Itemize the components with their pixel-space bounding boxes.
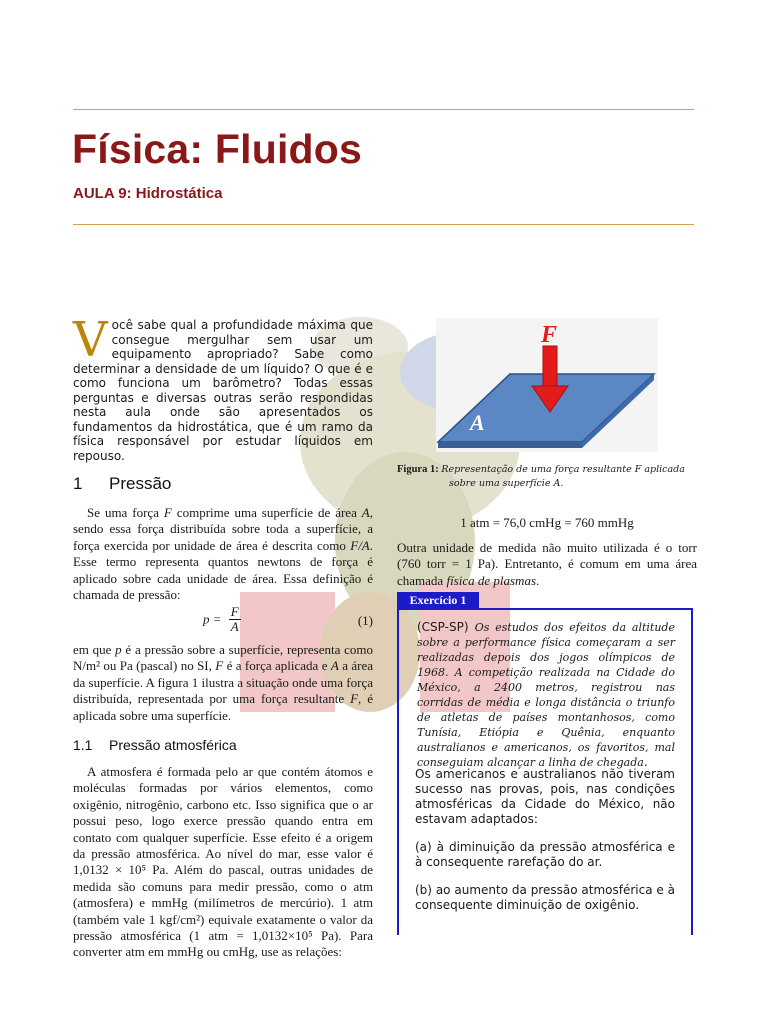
text-run: .	[643, 755, 648, 769]
section-title: Pressão	[109, 474, 172, 493]
caption-label: Figura 1:	[397, 464, 439, 475]
text-run: . Esse termo representa quantos newtons de força é aplicado sobre cada unidade de área. Essa definição é chamada de pressão:	[73, 537, 373, 603]
exercise-statement	[417, 620, 675, 770]
exercise-option-a: (a) à diminuição da pressão atmosférica e à consequente rarefação do ar.	[415, 840, 675, 869]
text-run: comprime uma superfície de área	[171, 505, 362, 520]
pressure-definition-paragraph	[73, 505, 373, 603]
force-arrow-shaft	[543, 346, 557, 388]
symbol-A: A	[330, 658, 339, 674]
surface-plate-front	[438, 442, 582, 448]
section-title: Pressão atmosférica	[109, 737, 237, 753]
equation-fraction	[229, 605, 241, 634]
exercise-source: (CSP-SP)	[417, 620, 469, 634]
symbol-F-over-A: F/A	[350, 537, 370, 553]
header-rule-top	[73, 109, 694, 110]
exercise-question: Os americanos e australianos não tiveram sucesso nas provas, pois, nas condições atmosféricas da Cidade do México, não estavam adaptados:	[415, 767, 675, 826]
symbol-F: F	[215, 658, 224, 674]
text-run: é a pressão sobre a superfície, representa como N/m² ou Pa (pascal) no SI,	[73, 642, 373, 674]
equation-number: (1)	[357, 613, 373, 628]
force-on-surface-figure	[436, 318, 658, 452]
text-run: a área da superfície. A figura 1 ilustra a situação onde uma força distribuída, representada por uma força resultante	[73, 658, 373, 707]
atm-conversion-equation: 1 atm = 76,0 cmHg = 760 mmHg	[460, 515, 634, 530]
header-rule-bottom	[73, 224, 694, 225]
page-title: Física: Fluidos	[72, 126, 363, 172]
pressure-equation	[73, 603, 373, 637]
text-run: , é aplicada sobre uma superfície.	[73, 691, 373, 723]
atmospheric-pressure-paragraph: A atmosfera é formada pelo ar que contém átomos e moléculas formadas por vários elementos, como oxigênio, nitrogênio, carbono etc. Isso significa que o ar possui peso, logo exerce pressão quando entra em contato com qualquer superfície. Esse efeito é a origem da pressão atmosférica. Ao nível do mar, esse valor é 1,0132 × 10⁵ Pa. Além do pascal, outras unidades de medida são comuns para medir pressão, como o atm (atmosfera) e mmHg (milímetros de mercúrio). 1 atm (também vale 1 kgf/cm²) equivale exatamente o valor da pressão atmosférica (1 atm = 1,0132×10⁵ Pa). Para converter atm em mmHg ou cmHg, use as relações:	[73, 764, 373, 960]
equation-denominator: A	[230, 619, 239, 634]
intro-dropcap: V	[73, 312, 108, 368]
text-run: , sendo essa força distribuída sobre toda a superfície, a força exercida por unidade de área é descrita como	[73, 505, 373, 553]
symbol-A: A	[361, 505, 370, 520]
exercise-statement-text: Os estudos dos efeitos da altitude sobre a performance física começaram a ser realizadas depois dos jogos olímpicos de 1968. A competição realizada na Cidade do México, a 2400 metros, registrou nas corridas de média e longa distância o triunfo de atletas de países montanhosos, como Tunísia, Etiópia e Quênia, enquanto australianos e americanos, os favoritos, mal conseguiam alcançar a linha de chegada	[417, 621, 675, 769]
figure-caption	[397, 463, 697, 491]
symbol-F: F	[350, 691, 359, 707]
pressure-explanation-paragraph	[73, 642, 373, 724]
caption-line2: sobre uma superfície A.	[449, 478, 564, 489]
force-label: F	[541, 322, 558, 348]
section-heading-pressao	[73, 474, 171, 494]
area-label: A	[470, 410, 485, 435]
text-run: Outra unidade de medida não muito utilizada é o torr (760 torr = 1 Pa). Entretanto, é comum em uma área chamada	[397, 540, 697, 588]
symbol-F: F	[163, 505, 172, 520]
exercise-tab: Exercício 1	[397, 592, 479, 608]
equation-lhs: p =	[203, 611, 222, 627]
section-heading-pressao-atmosferica	[73, 737, 237, 753]
equation-numerator: F	[230, 604, 239, 619]
section-number: 1	[73, 474, 83, 493]
section-number: 1.1	[73, 737, 93, 753]
intro-text: ocê sabe qual a profundidade máxima que consegue mergulhar sem usar um equipamento apropriado? Sabe como determinar a densidade de um líquido? O que é e como funciona um barômetro? Todas essas perguntas e diversas outras serão respondidas nesta aula onde são apresentados os fundamentos da hidrostática, que é um ramo da física responsável por estudar líquidos em repouso.	[73, 318, 373, 463]
page-subtitle: AULA 9: Hidrostática	[73, 185, 223, 202]
text-run: .	[536, 572, 540, 588]
text-run: Se uma força	[87, 505, 164, 520]
torr-paragraph	[397, 540, 697, 589]
intro-paragraph	[73, 312, 373, 463]
caption-line1: Representação de uma força resultante F aplicada	[441, 464, 685, 475]
text-run: em que	[73, 642, 116, 657]
text-run-italic: física de plasmas	[446, 572, 537, 588]
symbol-p: p	[115, 642, 122, 657]
exercise-option-b: (b) ao aumento da pressão atmosférica e à consequente diminuição de oxigênio.	[415, 883, 675, 912]
text-run: é a força aplicada e	[223, 658, 331, 674]
